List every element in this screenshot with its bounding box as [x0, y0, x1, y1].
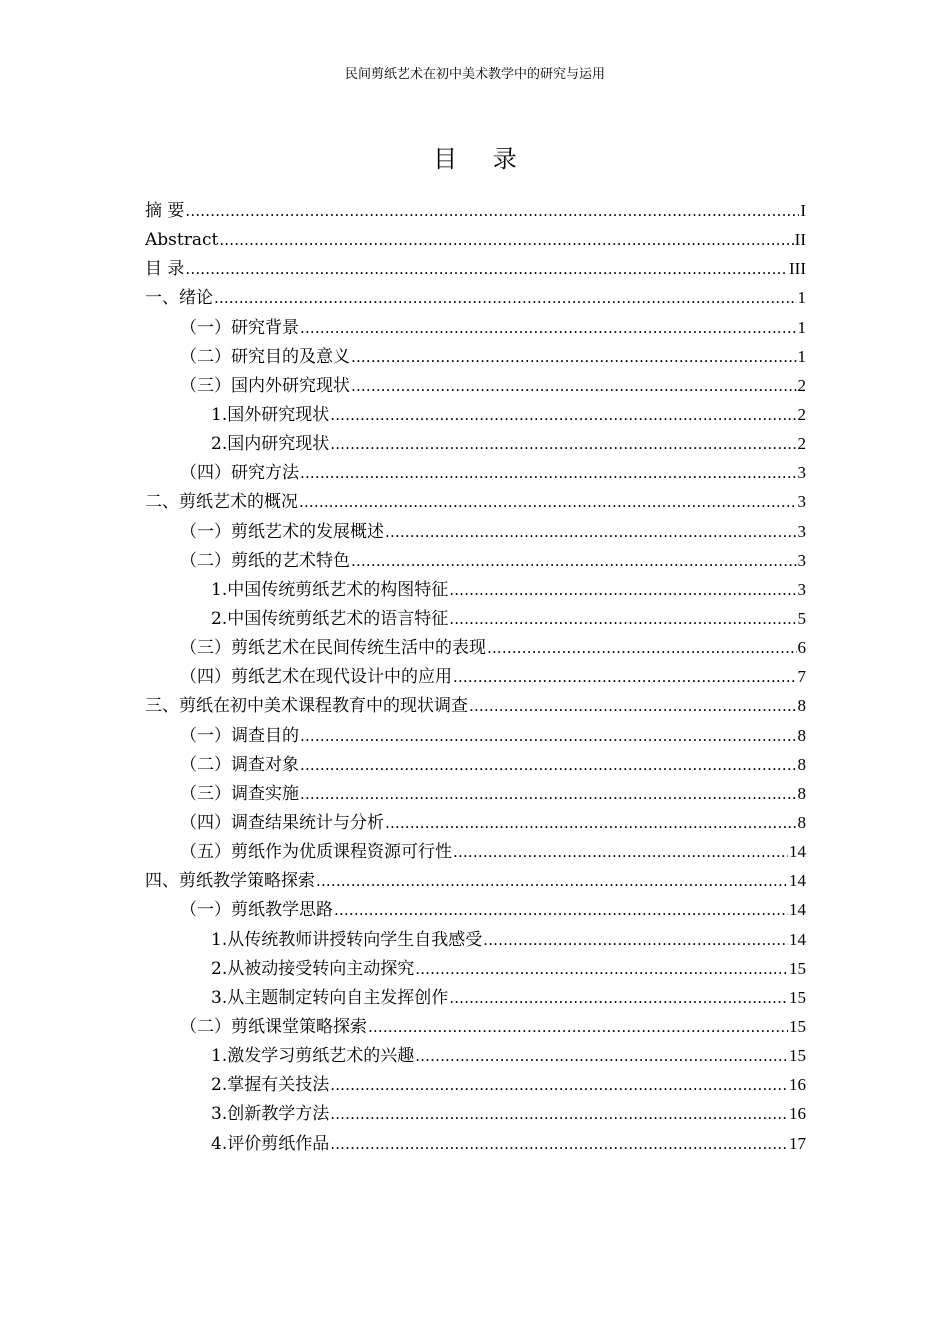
toc-entry[interactable]	[145, 575, 806, 604]
toc-entry[interactable]	[145, 1041, 806, 1070]
toc-entry-page-number: 15	[789, 958, 806, 978]
toc-entry[interactable]	[145, 1129, 806, 1158]
toc-dot-leader	[453, 663, 797, 691]
toc-entry[interactable]	[145, 1012, 806, 1041]
toc-entry-label: （二）剪纸课堂策略探索	[180, 1016, 367, 1037]
toc-dot-leader	[330, 401, 796, 429]
toc-entry-label: （一）剪纸艺术的发展概述	[180, 521, 384, 542]
toc-entry-page-number: 16	[789, 1075, 806, 1095]
toc-dot-leader	[300, 780, 797, 808]
toc-entry-page-number: 2	[797, 404, 806, 424]
toc-entry[interactable]	[145, 779, 806, 808]
toc-dot-leader	[385, 809, 797, 837]
toc-entry-page-number: 14	[789, 842, 806, 862]
toc-entry-label: 1.中国传统剪纸艺术的构图特征	[211, 579, 449, 600]
toc-dot-leader	[449, 984, 788, 1012]
toc-entry-page-number: 2	[797, 375, 806, 395]
toc-entry-label: 三、剪纸在初中美术课程教育中的现状调查	[145, 696, 468, 717]
toc-dot-leader	[316, 867, 788, 895]
toc-entry-label: （四）剪纸艺术在现代设计中的应用	[180, 667, 452, 688]
toc-dot-leader	[330, 1071, 788, 1099]
toc-dot-leader	[214, 284, 797, 312]
toc-entry-page-number: 1	[797, 317, 806, 337]
toc-dot-leader	[219, 226, 793, 254]
toc-entry[interactable]	[145, 342, 806, 371]
toc-dot-leader	[368, 1013, 788, 1041]
toc-entry-page-number: 8	[797, 754, 806, 774]
toc-dot-leader	[300, 459, 797, 487]
toc-entry-page-number: 8	[797, 725, 806, 745]
toc-entry-label: （二）调查对象	[180, 754, 299, 775]
toc-entry[interactable]	[145, 254, 806, 283]
toc-entry-page-number: 1	[797, 288, 806, 308]
toc-entry-label: 四、剪纸教学策略探索	[145, 871, 315, 892]
toc-entry[interactable]	[145, 983, 806, 1012]
toc-title: 目 录	[433, 145, 531, 173]
toc-entry-label: 4.评价剪纸作品	[211, 1133, 330, 1154]
toc-entry[interactable]	[145, 925, 806, 954]
toc-entry[interactable]	[145, 895, 806, 924]
toc-entry-page-number: 16	[789, 1104, 806, 1124]
toc-entry-label: 一、绪论	[145, 288, 213, 309]
toc-entry-label: （二）研究目的及意义	[180, 346, 350, 367]
toc-entry[interactable]	[145, 517, 806, 546]
toc-entry-label: （一）调查目的	[180, 725, 299, 746]
toc-entry[interactable]	[145, 662, 806, 691]
toc-entry-page-number: 7	[797, 667, 806, 687]
toc-entry-page-number: II	[794, 230, 806, 250]
toc-entry[interactable]	[145, 371, 806, 400]
toc-entry-page-number: 14	[789, 900, 806, 920]
toc-dot-leader	[334, 896, 788, 924]
toc-entry-page-number: III	[789, 259, 806, 279]
toc-entry[interactable]	[145, 225, 806, 254]
toc-entry[interactable]	[145, 196, 806, 225]
toc-dot-leader	[487, 634, 797, 662]
toc-entry-page-number: 14	[789, 871, 806, 891]
toc-dot-leader	[299, 488, 797, 516]
toc-entry-page-number: 6	[797, 638, 806, 658]
toc-entry-label: （一）研究背景	[180, 317, 299, 338]
toc-dot-leader	[385, 518, 797, 546]
toc-entry[interactable]	[145, 313, 806, 342]
toc-entry-label: （二）剪纸的艺术特色	[180, 550, 350, 571]
toc-entry[interactable]	[145, 283, 806, 312]
running-header: 民间剪纸艺术在初中美术教学中的研究与运用	[344, 67, 605, 82]
toc-entry-page-number: 17	[789, 1133, 806, 1153]
toc-entry-label: （四）调查结果统计与分析	[180, 812, 384, 833]
toc-entry[interactable]	[145, 837, 806, 866]
toc-dot-leader	[330, 430, 796, 458]
toc-entry-page-number: 5	[797, 608, 806, 628]
toc-entry[interactable]	[145, 1070, 806, 1099]
toc-entry[interactable]	[145, 808, 806, 837]
toc-entry-label: （一）剪纸教学思路	[180, 900, 333, 921]
toc-entry[interactable]	[145, 604, 806, 633]
toc-entry[interactable]	[145, 400, 806, 429]
toc-entry[interactable]	[145, 429, 806, 458]
toc-entry-label: 1.激发学习剪纸艺术的兴趣	[211, 1046, 415, 1067]
toc-entry-page-number: 3	[797, 579, 806, 599]
toc-dot-leader	[415, 955, 788, 983]
toc-entry-page-number: I	[800, 201, 806, 220]
toc-dot-leader	[300, 722, 797, 750]
toc-entry-page-number: 1	[797, 346, 806, 366]
toc-entry-label: 摘 要	[145, 201, 185, 221]
toc-dot-leader	[300, 314, 797, 342]
toc-entry[interactable]	[145, 487, 806, 516]
toc-dot-leader	[453, 838, 788, 866]
toc-entry[interactable]	[145, 1099, 806, 1128]
toc-dot-leader	[351, 343, 797, 371]
toc-entry-page-number: 8	[797, 783, 806, 803]
toc-entry-page-number: 3	[797, 463, 806, 483]
toc-entry-label: 1.国外研究现状	[211, 404, 330, 425]
toc-entry-label: 2.掌握有关技法	[211, 1075, 330, 1096]
toc-entry-page-number: 3	[797, 550, 806, 570]
toc-entry-label: 2.中国传统剪纸艺术的语言特征	[211, 608, 449, 629]
toc-dot-leader	[449, 605, 796, 633]
toc-entry-page-number: 15	[789, 1046, 806, 1066]
toc-entry-page-number: 14	[789, 929, 806, 949]
toc-entry-label: 1.从传统教师讲授转向学生自我感受	[211, 929, 483, 950]
toc-entry-label: （三）调查实施	[180, 783, 299, 804]
toc-entry-label: （三）国内外研究现状	[180, 375, 350, 396]
toc-entry-label: Abstract	[145, 230, 219, 251]
toc-dot-leader	[449, 576, 796, 604]
toc-entry-page-number: 8	[797, 696, 806, 716]
toc-entry[interactable]	[145, 633, 806, 662]
toc-entry-page-number: 2	[797, 434, 806, 454]
toc-entry[interactable]	[145, 721, 806, 750]
toc-entry-page-number: 3	[797, 492, 806, 512]
toc-entry-label: 二、剪纸艺术的概况	[145, 492, 298, 513]
toc-entry[interactable]	[145, 691, 806, 720]
toc-dot-leader	[300, 751, 797, 779]
toc-entry-label: （四）研究方法	[180, 463, 299, 484]
toc-dot-leader	[351, 372, 797, 400]
toc-entry-label: （五）剪纸作为优质课程资源可行性	[180, 842, 452, 863]
toc-list	[145, 196, 806, 1158]
toc-entry-page-number: 15	[789, 1016, 806, 1036]
toc-entry[interactable]	[145, 954, 806, 983]
toc-dot-leader	[469, 692, 797, 720]
toc-dot-leader	[351, 547, 797, 575]
toc-dot-leader	[330, 1100, 788, 1128]
toc-entry-page-number: 8	[797, 812, 806, 832]
toc-entry[interactable]	[145, 458, 806, 487]
toc-dot-leader	[415, 1042, 788, 1070]
toc-entry-label: （三）剪纸艺术在民间传统生活中的表现	[180, 638, 486, 659]
toc-dot-leader	[185, 197, 799, 225]
toc-entry[interactable]	[145, 866, 806, 895]
toc-entry-page-number: 3	[797, 521, 806, 541]
toc-entry-label: 3.从主题制定转向自主发挥创作	[211, 987, 449, 1008]
toc-entry-label: 2.国内研究现状	[211, 434, 330, 455]
toc-entry-page-number: 15	[789, 987, 806, 1007]
toc-entry[interactable]	[145, 750, 806, 779]
toc-entry-label: 3.创新教学方法	[211, 1104, 330, 1125]
toc-dot-leader	[330, 1130, 788, 1158]
toc-entry[interactable]	[145, 546, 806, 575]
toc-entry-label: 目 录	[145, 259, 185, 280]
toc-dot-leader	[185, 255, 788, 283]
toc-dot-leader	[483, 926, 788, 954]
toc-entry-label: 2.从被动接受转向主动探究	[211, 958, 415, 979]
